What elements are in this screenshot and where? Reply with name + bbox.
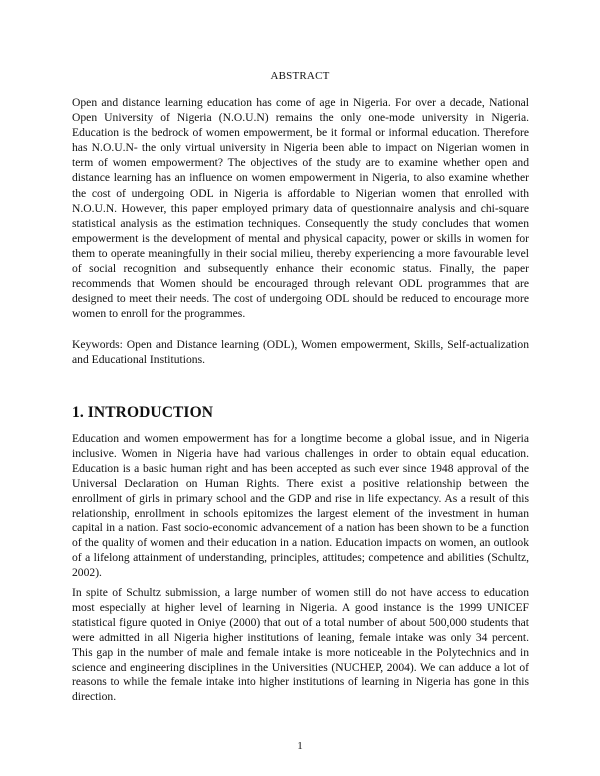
introduction-paragraph-2: In spite of Schultz submission, a large number of women still do not have access to education most especially at higher level of learning in Nigeria. A good instance is the 1999 UNICEF statistical figure quoted in Oniye (2000) that out of a total number of about 500,000 students that were admitted in all Nigeria higher institutions of leaning, female intake was only 34 percent. This gap in the number of male and female intake is more noticeable in the Polytechnics and in science and engineering disciplines in the Universities (NUCHEP, 2004). We can adduce a lot of reasons to while the female intake into higher institutions of learning in Nigeria has gone in this direction. — [72, 586, 529, 704]
introduction-paragraph-1: Education and women empowerment has for a longtime become a global issue, and in Nigeria inclusive. Women in Nigeria have had various challenges in order to obtain equal education. Education is a basic human right and has been accepted as such ever since 1948 approval of the Universal Declaration on Human Rights. There exist a positive relationship between the enrollment of girls in primary school and the GDP and rise in life expectancy. As a result of this relationship, enrollment in schools epitomizes the largest element of the investment in human capital in a nation. Fast socio-economic advancement of a nation has been shown to be a function of the quality of women and their education in a nation. Education impacts on women, an outlook of a lifelong attainment of understanding, principles, attitudes; competence and abilities (Schultz, 2002). — [72, 432, 529, 580]
keywords: Keywords: Open and Distance learning (ODL), Women empowerment, Skills, Self-actualization and Educational Institutions. — [72, 338, 529, 367]
abstract-body: Open and distance learning education has come of age in Nigeria. For over a decade, National Open University of Nigeria (N.O.U.N) remains the only one-mode university in Nigeria. Education is the bedrock of women empowerment, be it formal or informal education. Therefore has N.O.U.N- the only virtual university in Nigeria been able to impact on Nigerian women in term of women empowerment? The objectives of the study are to examine whether open and distance learning has an influence on women empowerment in Nigeria, to also examine whether the cost of undergoing ODL in Nigeria is affordable to Nigerian women that enrolled with N.O.U.N. However, this paper employed primary data of questionnaire analysis and chi-square statistical analysis as the estimation techniques. Consequently the study concludes that women empowerment is the development of mental and physical capacity, power or skills in women for them to operate meaningfully in their social milieu, thereby experiencing a more favourable level of social recognition and subsequently enhance their economic status. Finally, the paper recommends that Women should be encouraged through relevant ODL programmes that are designed to meet their needs. The cost of undergoing ODL should be reduced to encourage more women to enroll for the programmes. — [72, 96, 529, 321]
page-number: 1 — [297, 740, 303, 752]
section-heading-introduction: 1. INTRODUCTION — [72, 404, 214, 421]
abstract-title: ABSTRACT — [270, 70, 330, 82]
